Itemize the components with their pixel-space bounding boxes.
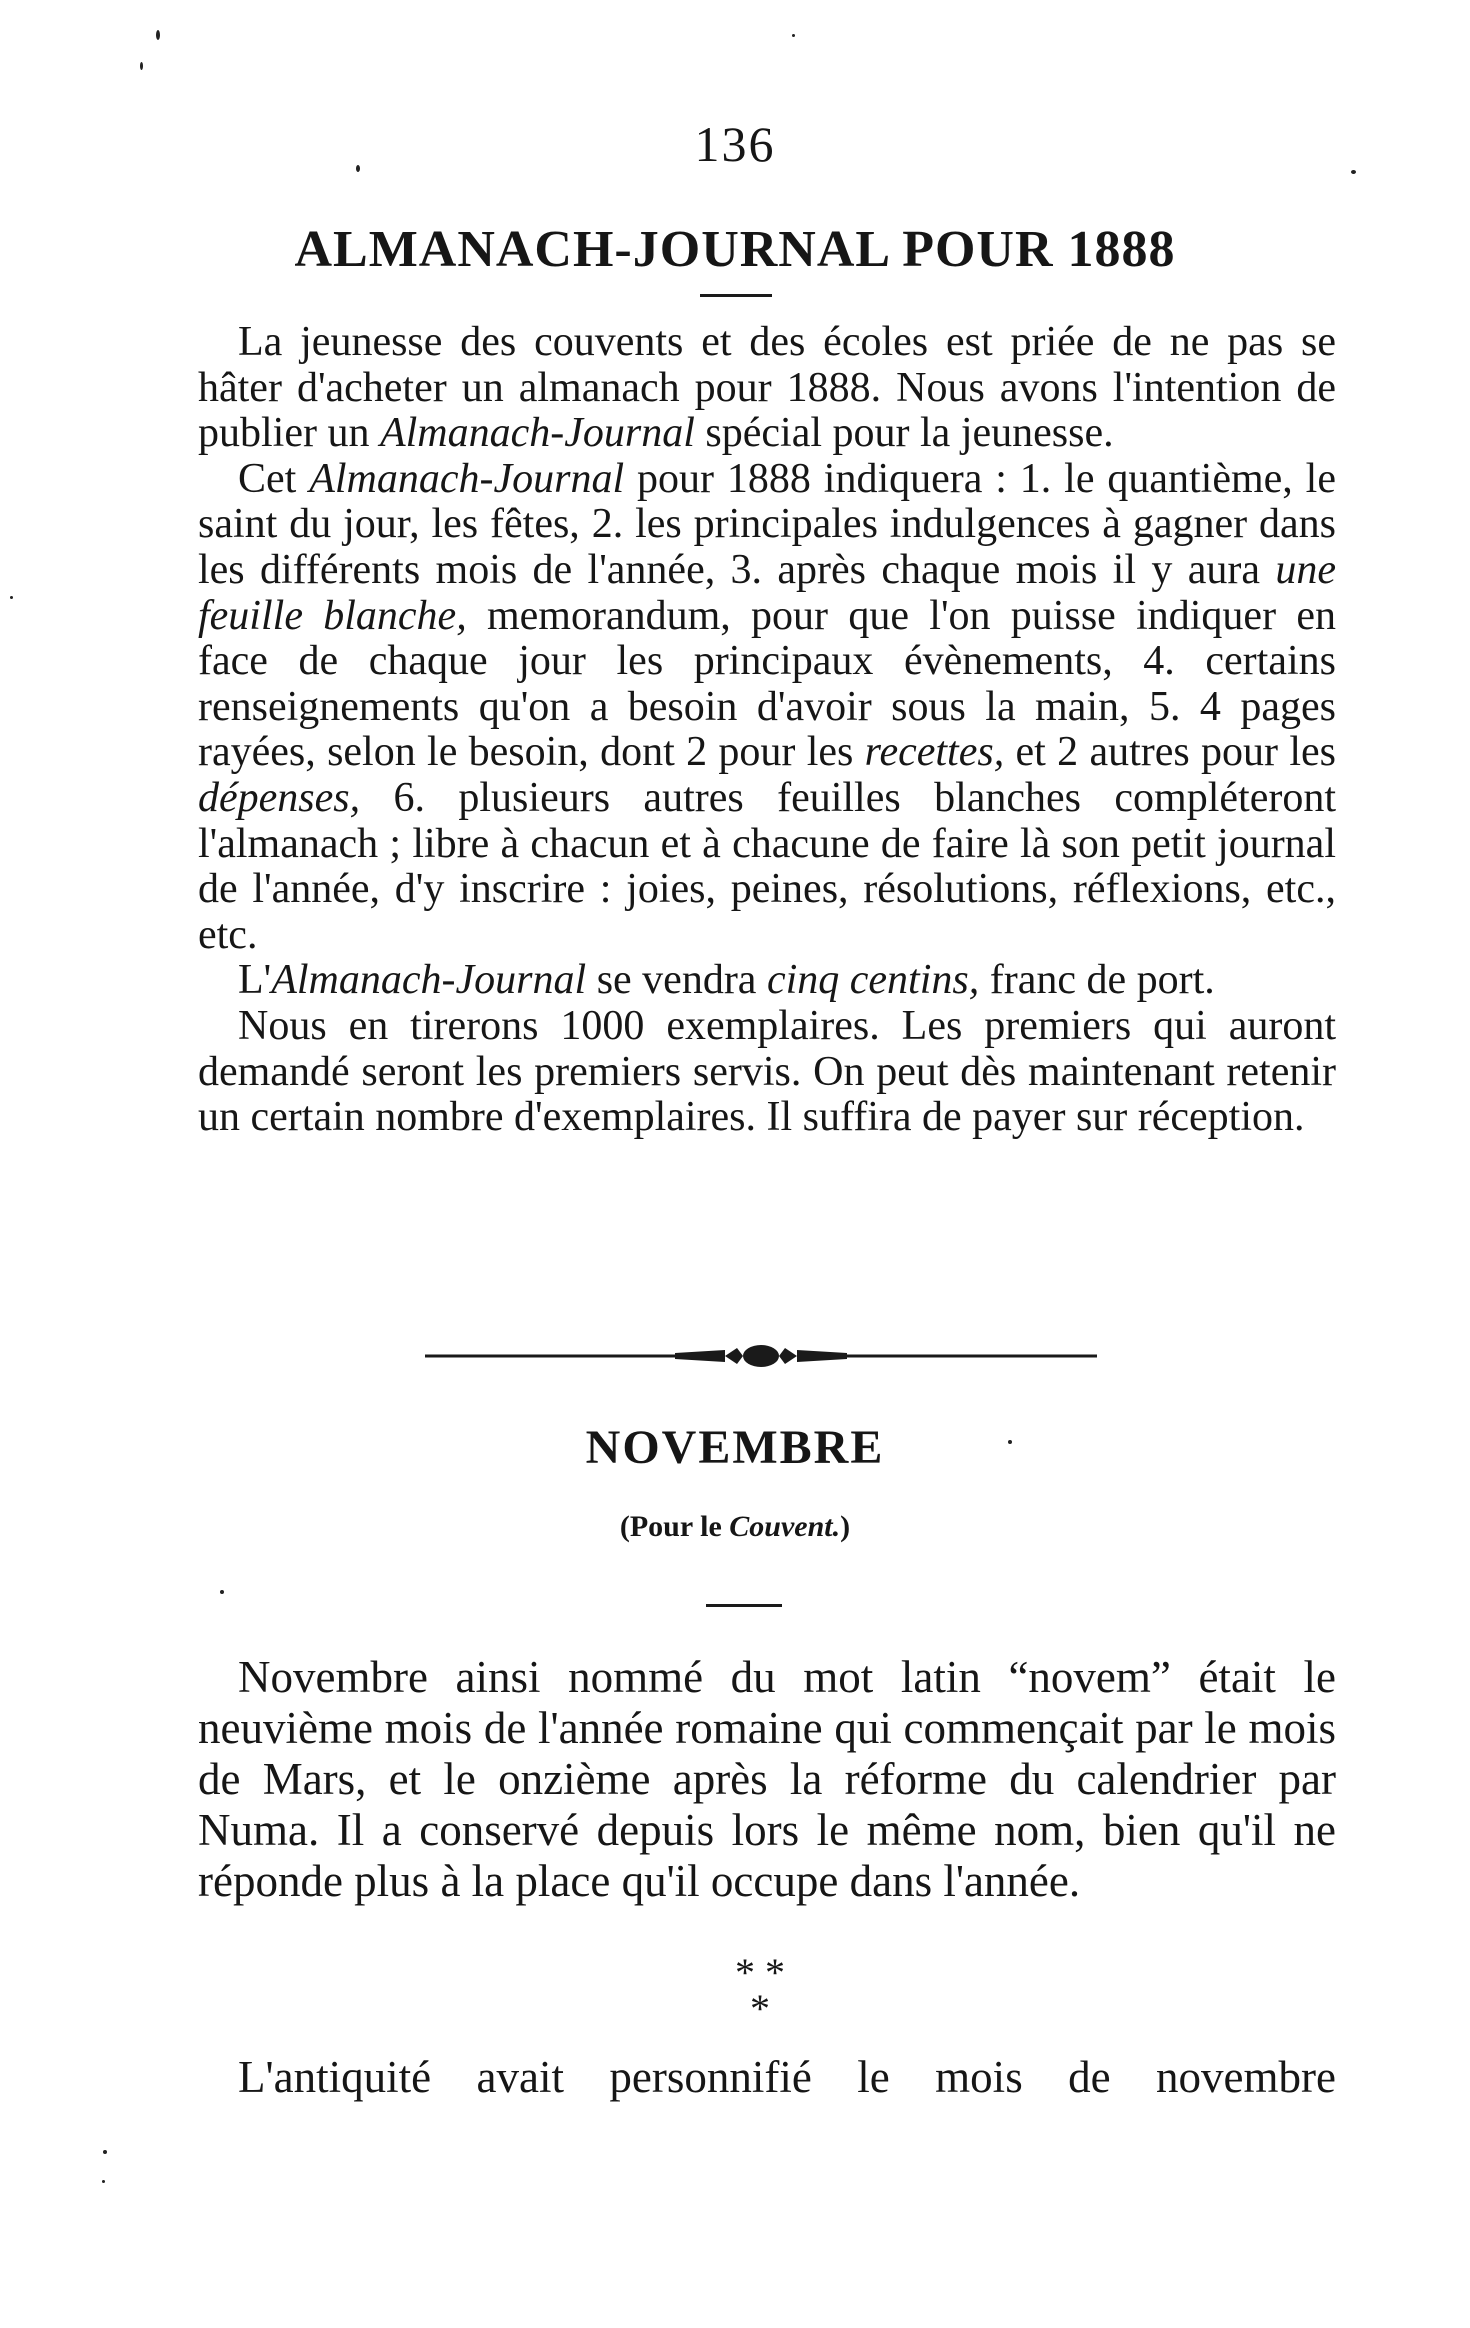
announcement-paragraph [198, 958, 1336, 1004]
announcement-text-run: L' [238, 957, 272, 1004]
subtitle-text: ) [840, 1510, 851, 1543]
section-title: NOVEMBRE [585, 1421, 885, 1474]
announcement-text-run: La jeunesse des couvents et des écoles est priée de ne pas se hâter d'acheter un almanach pour 1888. Nous avons l'intention de publier un [198, 319, 1336, 457]
page-title: ALMANACH-JOURNAL POUR 1888 [294, 221, 1176, 278]
subtitle-emphasis: Couvent. [729, 1510, 841, 1543]
announcement-paragraph [198, 457, 1336, 959]
novembre-paragraph-continued: L'antiquité avait personnifié le mois de novembre [238, 2052, 1336, 2102]
print-speck [220, 1590, 224, 1594]
announcement-text [198, 320, 1336, 1141]
emphasis-text: une feuille blanche, [198, 546, 1336, 639]
announcement-text-run: pour 1888 indiquera : 1. le quantième, le saint du jour, les fêtes, 2. les principales indulgences à gagner dans les différents mois de l'année, 3. après chaque mois il y aura [198, 455, 1336, 593]
emphasis-text: cinq centins, [766, 957, 980, 1004]
announcement-text-run: 6. plusieurs autres feuilles blanches compléteront l'almanach ; libre à chacun et à chacune de faire là son petit journal de l'année, d'y inscrire : joies, peines, résolutions, réflexions, etc., etc. [198, 774, 1336, 958]
emphasis-text: recettes, [864, 729, 1005, 776]
title-rule [700, 294, 772, 297]
print-speck [156, 30, 160, 40]
page-number: 136 [694, 116, 776, 172]
announcement-text-run: memorandum, pour que l'on puisse indiquer en face de chaque jour les principaux évènements, 4. certains renseignements qu'on a besoin d'avoir sous la main, 5. 4 pages rayées, selon le besoin, dont 2 pour les [198, 592, 1336, 776]
ornamental-divider [425, 1338, 1097, 1374]
publication-name: Almanach-Journal [309, 455, 625, 502]
asterism-top: * * [735, 1950, 785, 1995]
publication-name: Almanach-Journal [379, 410, 695, 457]
publication-name: Almanach-Journal [271, 957, 587, 1004]
announcement-text-run: spécial pour la jeunesse. [694, 410, 1114, 457]
print-speck [140, 62, 143, 70]
announcement-paragraph [198, 320, 1336, 457]
announcement-text-run: se vendra [586, 957, 767, 1004]
print-speck [10, 596, 13, 599]
print-speck [792, 34, 795, 37]
subtitle-text: (Pour le [619, 1510, 730, 1543]
announcement-text-run: franc de port. [979, 957, 1215, 1004]
section-rule [706, 1604, 782, 1607]
novembre-text [198, 1652, 1336, 1907]
asterism-bottom: * [750, 1986, 770, 2031]
section-subtitle [0, 1510, 1470, 1544]
announcement-paragraph: Nous en tirerons 1000 exemplaires. Les premiers qui auront demandé seront les premiers servis. On peut dès maintenant retenir un certain nombre d'exemplaires. Il suffira de payer sur réception. [198, 1002, 1336, 1141]
announcement-text-run: et 2 autres pour les [1004, 729, 1336, 776]
novembre-paragraph: Novembre ainsi nommé du mot latin “novem” était le neuvième mois de l'année romaine qui commençait par le mois de Mars, et le onzième après la réforme du calendrier par Numa. Il a conservé depuis lors le même nom, bien qu'il ne réponde plus à la place qu'il occupe dans l'année. [198, 1652, 1336, 1906]
print-speck [102, 2180, 105, 2183]
emphasis-text: dépenses, [198, 774, 361, 821]
print-speck [103, 2150, 107, 2154]
announcement-text-run: Cet [238, 455, 310, 502]
asterism [700, 1950, 820, 2035]
